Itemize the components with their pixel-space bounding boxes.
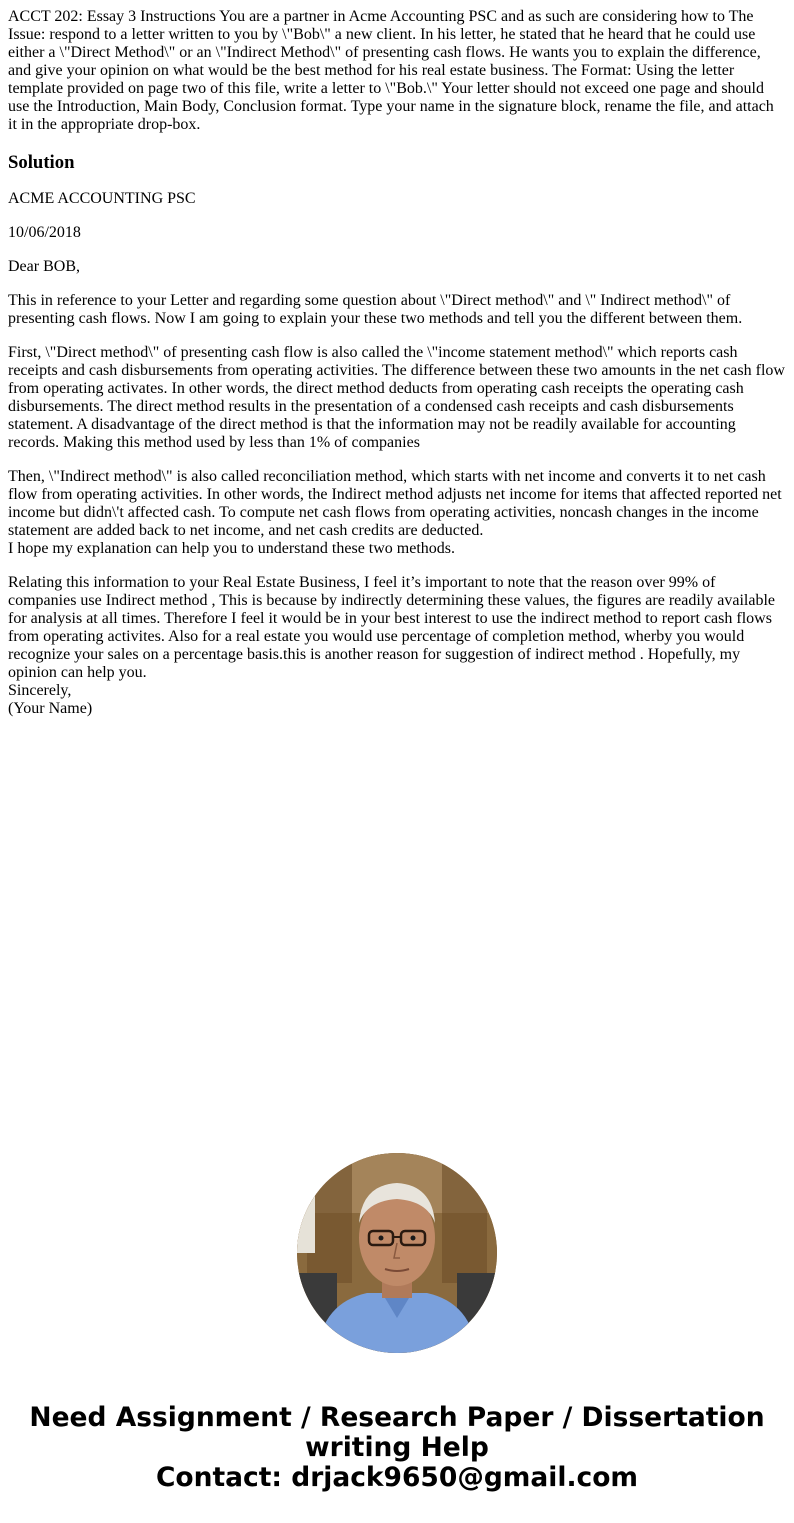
letter-indirect-block xyxy=(8,468,786,558)
letter-direct-method: First, \"Direct method\" of presenting cash flow is also called the \"income statement method\" which reports cash receipts and cash disbursements from operating activities. The difference between these two amounts in the net cash flow from operating activates. In other words, the direct method deducts from operating cash receipts the operating cash disbursements. The direct method results in the presentation of a condensed cash receipts and cash disbursements statement. A disadvantage of the direct method is that the information may not be readily available for accounting records. Making this method used by less than 1% of companies xyxy=(8,344,785,451)
letter-closing-block xyxy=(8,574,786,718)
solution-heading: Solution xyxy=(8,152,75,173)
question-text: ACCT 202: Essay 3 Instructions You are a partner in Acme Accounting PSC and as such are considering how to The Issue: respond to a letter written to you by \"Bob\" a new client. In his letter, he stated that he heard that he could use either a \"Direct Method\" or an \"Indirect Method\" of presenting cash flows. He wants you to explain the difference, and give your opinion on what would be the best method for his real estate business. The Format: Using the letter template provided on page two of this file, write a letter to \"Bob.\" Your letter should not exceed one page and should use the Introduction, Main Body, Conclusion format. Type your name in the signature block, rename the file, and attach it in the appropriate drop-box. xyxy=(8,8,774,133)
avatar-portrait xyxy=(297,1153,497,1353)
avatar xyxy=(297,1153,497,1353)
letter-opinion: Relating this information to your Real Estate Business, I feel it’s important to note that the reason over 99% of companies use Indirect method , This is because by indirectly determining these values, the figures are readily available for analysis at all times. Therefore I feel it would be in your best interest to use the indirect method to report cash flows from operating activites. Also for a real estate you would use percentage of completion method, wherby you would recognize your sales on a percentage basis.this is another reason for suggestion of indirect method . Hopefully, my opinion can help you. xyxy=(8,574,775,681)
document-body xyxy=(8,8,786,718)
letter-closing: Sincerely, xyxy=(8,682,72,699)
promo-line-1: Need Assignment / Research Paper / Dissertation xyxy=(29,1402,765,1433)
letter-company: ACME ACCOUNTING PSC xyxy=(8,190,196,207)
letter-hope: I hope my explanation can help you to understand these two methods. xyxy=(8,540,456,557)
letter-date: 10/06/2018 xyxy=(8,224,81,241)
letter-salutation: Dear BOB, xyxy=(8,258,80,275)
letter-signature: (Your Name) xyxy=(8,700,93,717)
letter-indirect-method: Then, \"Indirect method\" is also called reconciliation method, which starts with net income and converts it to net cash flow from operating activities. In other words, the Indirect method adjusts net income for items that affected reported net income but didn\'t affected cash. To compute net cash flows from operating activities, noncash changes in the income statement are added back to net income, and net cash credits are deducted. xyxy=(8,468,782,539)
promo-line-2: writing Help xyxy=(305,1432,489,1463)
letter-intro: This in reference to your Letter and regarding some question about \"Direct method\" and \" Indirect method\" of presenting cash flows. Now I am going to explain your these two methods and tell you the different between them. xyxy=(8,292,743,327)
promo-contact: Contact: drjack9650@gmail.com xyxy=(155,1462,639,1493)
promo-banner xyxy=(0,1403,794,1493)
